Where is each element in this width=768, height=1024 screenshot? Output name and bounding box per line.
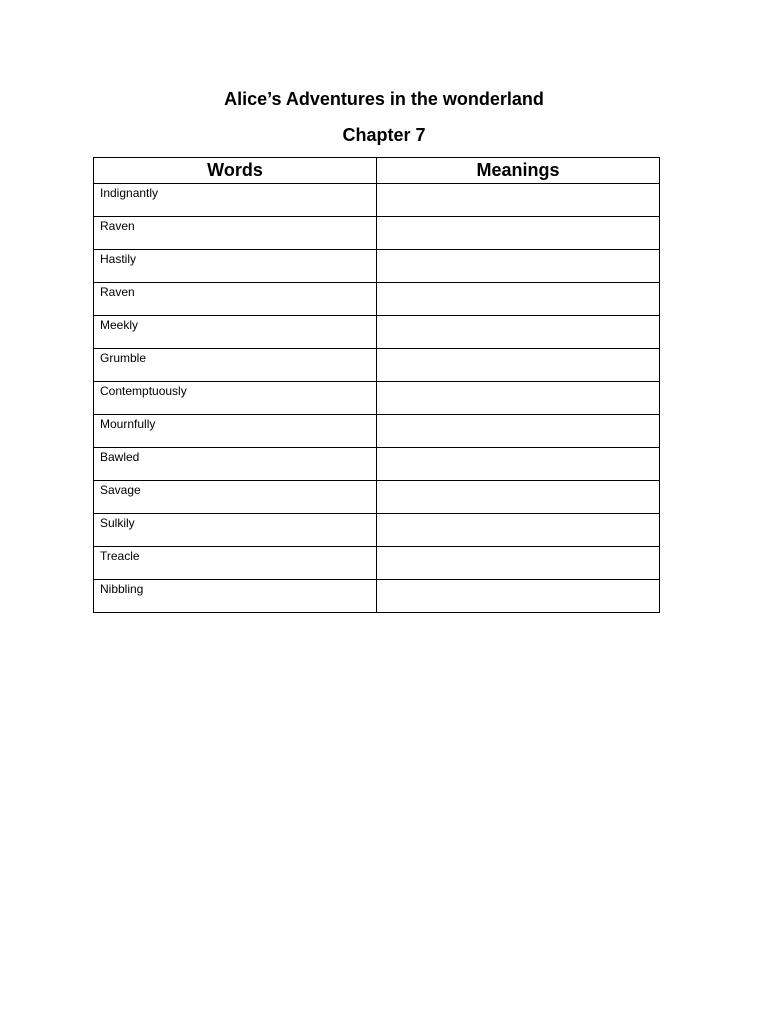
meaning-cell[interactable] [377,415,660,448]
meaning-cell[interactable] [377,349,660,382]
word-cell: Meekly [94,316,377,349]
word-cell: Indignantly [94,184,377,217]
column-header-meanings: Meanings [377,158,660,184]
meaning-cell[interactable] [377,580,660,613]
meaning-cell[interactable] [377,184,660,217]
meaning-cell[interactable] [377,514,660,547]
table-row [94,250,660,283]
table-row [94,283,660,316]
meaning-cell[interactable] [377,481,660,514]
word-cell: Savage [94,481,377,514]
meaning-cell[interactable] [377,547,660,580]
meaning-cell[interactable] [377,283,660,316]
word-cell: Mournfully [94,415,377,448]
table-row [94,547,660,580]
table-row [94,184,660,217]
table-row [94,349,660,382]
meaning-cell[interactable] [377,217,660,250]
table-row [94,514,660,547]
table-row [94,580,660,613]
table-row [94,448,660,481]
meaning-cell[interactable] [377,250,660,283]
table-row [94,415,660,448]
vocabulary-table [93,157,660,613]
word-cell: Grumble [94,349,377,382]
word-cell: Raven [94,217,377,250]
meaning-cell[interactable] [377,448,660,481]
meaning-cell[interactable] [377,382,660,415]
table-row [94,382,660,415]
page-title: Alice’s Adventures in the wonderland [224,89,544,109]
table-row [94,316,660,349]
word-cell: Raven [94,283,377,316]
word-cell: Contemptuously [94,382,377,415]
meaning-cell[interactable] [377,316,660,349]
chapter-subtitle: Chapter 7 [342,125,426,145]
word-cell: Bawled [94,448,377,481]
word-cell: Nibbling [94,580,377,613]
column-header-words: Words [94,158,377,184]
word-cell: Sulkily [94,514,377,547]
table-row [94,217,660,250]
table-header-row [94,158,660,184]
word-cell: Treacle [94,547,377,580]
table-row [94,481,660,514]
word-cell: Hastily [94,250,377,283]
